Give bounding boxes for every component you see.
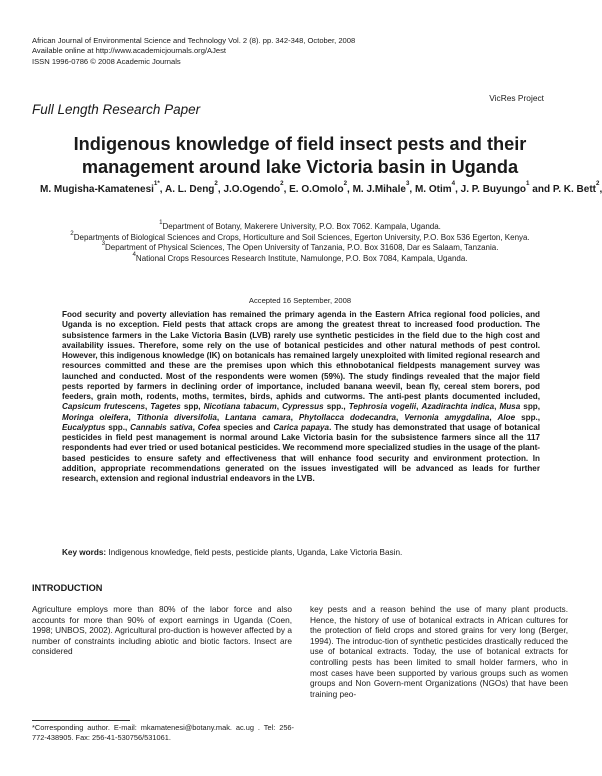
author-separator: , bbox=[159, 184, 165, 195]
species-separator: , bbox=[290, 412, 299, 422]
affiliation-marker: 4 bbox=[132, 250, 136, 258]
journal-url: Available online at http://www.academicjournals.org/AJest bbox=[32, 46, 227, 56]
species-name: Moringa oleifera bbox=[62, 412, 129, 422]
species-separator: , bbox=[416, 402, 422, 412]
author-affiliation-marker: 4 bbox=[451, 180, 456, 187]
species-name: Phytollacca dodecandra bbox=[298, 412, 397, 422]
affiliation bbox=[32, 240, 568, 254]
author-separator: , bbox=[455, 184, 461, 195]
author-name: J. P. Buyungo$^1$ bbox=[460, 180, 530, 195]
affiliation-list bbox=[32, 219, 568, 264]
species-name: Aloe bbox=[497, 412, 516, 422]
species-separator: spp., bbox=[105, 422, 131, 432]
journal-issn: ISSN 1996-0786 © 2008 Academic Journals bbox=[32, 56, 181, 66]
species-name: Tithonia diversifolia bbox=[136, 412, 217, 422]
species-separator: spp, bbox=[180, 402, 204, 412]
species-separator: , bbox=[192, 422, 198, 432]
species-separator: species and bbox=[220, 422, 274, 432]
species-separator: , bbox=[145, 402, 151, 412]
affiliation-text: Department of Physical Sciences, The Open University of Tanzania, P.O. Box 31608, Dar es Salaam, Tanzania. bbox=[105, 243, 499, 252]
keywords bbox=[62, 548, 540, 559]
author-affiliation-marker: 2 bbox=[214, 180, 218, 187]
author-affiliation-marker: 1 bbox=[526, 180, 530, 187]
author-affiliation-marker: 2 bbox=[280, 180, 284, 187]
species-name: Cofea bbox=[197, 422, 221, 432]
author-affiliation-marker: 2 bbox=[596, 180, 600, 187]
journal-citation: African Journal of Environmental Science and Technology Vol. 2 (8). pp. 342-348, October, 2008 bbox=[32, 36, 356, 45]
species-separator: , bbox=[276, 402, 283, 412]
intro-left-column: Agriculture employs more than 80% of the labor force and also accounts for more than 90% of export earnings in Uganda (Coen, 1998; UNBOS, 2002). Agricultural pro-duction is however affected by a number of constraints including abiotic and biotic factors. Insect are considered bbox=[32, 604, 292, 657]
author-separator: , bbox=[409, 184, 415, 195]
author-separator: , bbox=[599, 184, 602, 195]
species-name: Vernonia amygdalina bbox=[404, 412, 490, 422]
journal-header bbox=[32, 36, 452, 67]
section-heading-introduction: INTRODUCTION bbox=[32, 583, 103, 593]
keywords-label: Key words: bbox=[62, 548, 107, 557]
author-separator: and bbox=[529, 184, 553, 195]
author-name: J.O.Ogendo$^2$ bbox=[223, 180, 284, 195]
author-separator: , bbox=[217, 184, 224, 195]
species-name: Carica papaya bbox=[273, 422, 330, 432]
species-name: Lantana camara bbox=[225, 412, 291, 422]
species-separator: , bbox=[494, 402, 500, 412]
species-name: Cannabis sativa bbox=[130, 422, 193, 432]
affiliation bbox=[32, 219, 568, 233]
affiliation bbox=[32, 250, 568, 265]
species-separator: , bbox=[128, 412, 137, 422]
author-affiliation-marker: 1* bbox=[153, 180, 160, 187]
species-name: Musa bbox=[499, 402, 521, 412]
intro-right-column: key pests and a reason behind the use of many plant products. Hence, the history of use of botanical extracts in African cultures for the protection of field crops and stored grains for very long (Berger, 1994). The introduc-tion of synthetic pesticides drastically reduced the use of botanical extracts. Today, the use of botanical extracts for controlling pests has been limited to small holder farmers, who in most cases have been supported by various groups such as women groups and Non Govern-ment Organizations (NGOs) that have been training peo- bbox=[310, 604, 568, 699]
author-name: M. Mugisha-Kamatenesi$^{1*}$ bbox=[40, 180, 160, 195]
species-separator: , bbox=[216, 412, 226, 422]
species-name: Tephrosia vogelii bbox=[348, 402, 417, 412]
affiliation-marker: 1 bbox=[159, 219, 163, 226]
footnote-rule bbox=[32, 720, 130, 721]
affiliation-text: Departments of Biological Sciences and Crops, Horticulture and Soil Sciences, Egerton University, P.O. Box 536 Egerton, Kenya. bbox=[73, 232, 530, 242]
abstract bbox=[62, 310, 540, 484]
author-name: E. O.Omolo$^2$ bbox=[289, 180, 348, 195]
abstract-text-2: The study has demonstrated that usage of botanical pesticides in field pest management is normal around Lake Victoria basin for the subsistence farmers since all the 117 respondents had ever tried or used botanical pesticides. We recommend more specialized studies in the usage of the plant-based pesticides to ensure safety and effectiveness that will enhance food security and environment protection. In addition, appropriate recommendations generated on the issues investigated will be advanced as leads for further research, extension and regional industrial endeavors in the LVB. bbox=[62, 422, 541, 483]
affiliation-marker: 3 bbox=[101, 240, 106, 247]
author-list bbox=[40, 180, 602, 197]
species-separator: spp, bbox=[520, 402, 541, 412]
affiliation-marker: 2 bbox=[70, 229, 74, 237]
author-affiliation-marker: 2 bbox=[343, 180, 348, 187]
accepted-date: Accepted 16 September, 2008 bbox=[248, 296, 352, 305]
species-separator: , bbox=[489, 412, 498, 422]
species-separator: . bbox=[329, 422, 332, 432]
species-name: Eucalyptus bbox=[62, 422, 106, 432]
author-affiliation-marker: 3 bbox=[405, 180, 410, 187]
species-name: Capsicum frutescens bbox=[62, 402, 146, 412]
species-separator: , bbox=[396, 412, 405, 422]
species-name: Azadirachta indica bbox=[421, 402, 495, 412]
project-label: VicRes Project bbox=[489, 93, 544, 103]
affiliation bbox=[32, 229, 568, 244]
affiliation-text: Department of Botany, Makerere University, P.O. Box 7062. Kampala, Uganda. bbox=[162, 222, 441, 231]
author-name: M. Otim$^4$ bbox=[414, 180, 456, 195]
species-name: Nicotiana tabacum bbox=[203, 402, 277, 412]
author-separator: , bbox=[347, 184, 353, 195]
keywords-text: Indigenous knowledge, field pests, pesticide plants, Uganda, Lake Victoria Basin. bbox=[106, 548, 403, 557]
species-name: Tagetes bbox=[150, 402, 181, 412]
species-name: Cypressus bbox=[282, 402, 324, 412]
affiliation-text: National Crops Resources Research Institute, Namulonge, P.O. Box 7084, Kampala, Uganda. bbox=[135, 253, 468, 263]
author-name: M. J.Mihale$^3$ bbox=[352, 180, 410, 195]
abstract-text-1: Food security and poverty alleviation has remained the primary agenda in the Eastern Africa regional food policies, and Uganda is no exception. Field pests that attack crops are among the greatest threat to increased food production. The subsistence farmers in the Lake Victoria Basin (LVB) rarely use synthetic pesticides in the field due to the high cost and availability issues. Therefore, some rely on the use of botanical pesticides and other natural methods of pest control. However, this indigenous knowledge (IK) on botanicals has remained largely unexploited with limited regional research and resources committed and these are the premises upon which this ethnobotanical fieldpests management survey was launched and conducted. Most of the respondents were women (59%). The study findings revealed that the major field pests reported by farmers in declining order of importance, included banana weevil, bean fly, cereal stem borers, pod feeders, grain moth, rodents, moths, termites, birds, aphids and cutworms. The anti-pest plants documented included, bbox=[62, 310, 540, 401]
author-name: P. K. Bett$^2$ bbox=[552, 180, 600, 195]
author-separator: , bbox=[283, 184, 290, 195]
paper-type: Full Length Research Paper bbox=[32, 102, 201, 117]
species-separator: spp., bbox=[323, 402, 349, 412]
author-name: A. L. Deng$^2$ bbox=[164, 180, 218, 195]
paper-title: Indigenous knowledge of field insect pests and their management around lake Victoria basin in Uganda bbox=[73, 134, 527, 177]
footnote-corresponding-author: *Corresponding author. E-mail: mkamatenesi@botany.mak. ac.ug . Tel: 256-772-438905. Fax: 256-41-530756/531061. bbox=[32, 723, 294, 742]
species-separator: spp., bbox=[515, 412, 541, 422]
